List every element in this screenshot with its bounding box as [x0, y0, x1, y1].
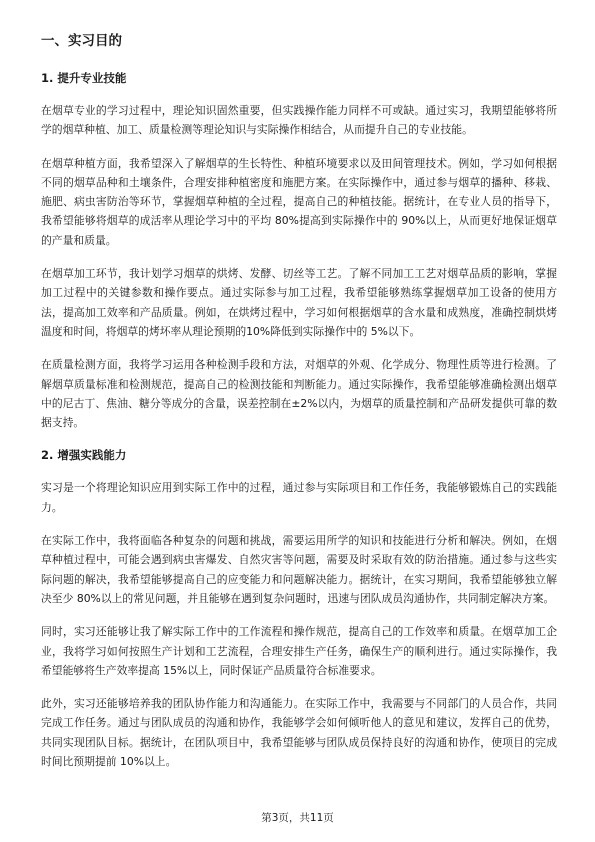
document-content — [41, 31, 557, 785]
paragraph: 在烟草专业的学习过程中，理论知识固然重要，但实践操作能力同样不可或缺。通过实习，我期望能够将所学的烟草种植、加工、质量检测等理论知识与实际操作相结合，从而提升自己的专业技能。 — [41, 104, 557, 137]
paragraph: 在烟草种植方面，我希望深入了解烟草的生长特性、种植环境要求以及田间管理技术。例如，学习如何根据不同的烟草品种和土壤条件，合理安排种植密度和施肥方案。在实际操作中，通过参与烟草的播种、移栽、施肥、病虫害防治等环节，掌握烟草种植的全过程，提高自己的种植技能。据统计，在专业人员的指导下，我希望能够将烟草的成活率从理论学习中的平均 80%提高到实际操作中的 90%以上，从而更好地保证烟草的产量和质量。 — [41, 156, 557, 247]
paragraph: 实习是一个将理论知识应用到实际工作中的过程，通过参与实际项目和工作任务，我能够锻炼自己的实践能力。 — [41, 481, 557, 514]
paragraph: 在实际工作中，我将面临各种复杂的问题和挑战，需要运用所学的知识和技能进行分析和解决。例如，在烟草种植过程中，可能会遇到病虫害爆发、自然灾害等问题，需要及时采取有效的防治措施。通过参与这些实际问题的解决，我希望能够提高自己的应变能力和问题解决能力。据统计，在实习期间，我希望能够独立解决至少 80%以上的常见问题，并且能够在遇到复杂问题时，迅速与团队成员沟通协作，共同制定解决方案。 — [41, 534, 557, 605]
section-title: 一、实习目的 — [41, 33, 122, 49]
paragraph: 同时，实习还能够让我了解实际工作中的工作流程和操作规范，提高自己的工作效率和质量。在烟草加工企业，我将学习如何按照生产计划和工艺流程，合理安排生产任务，确保生产的顺利进行。通过实际操作，我希望能够将生产效率提高 15%以上，同时保证产品质量符合标准要求。 — [41, 625, 557, 677]
page-number-footer: 第3页，共11页 — [261, 812, 334, 824]
paragraph: 此外，实习还能够培养我的团队协作能力和沟通能力。在实际工作中，我需要与不同部门的人员合作，共同完成工作任务。通过与团队成员的沟通和协作，我能够学会如何倾听他人的意见和建议，发挥自己的优势，共同实现团队目标。据统计，在团队项目中，我希望能够与团队成员保持良好的沟通和协作，使项目的完成时间比预期提前 10%以上。 — [41, 697, 557, 769]
subsection-2 — [41, 446, 557, 771]
subsection-heading-2: 2. 增强实践能力 — [41, 448, 127, 463]
paragraph: 在烟草加工环节，我计划学习烟草的烘烤、发酵、切丝等工艺。了解不同加工工艺对烟草品质的影响，掌握加工过程中的关键参数和操作要点。通过实际参与加工过程，我希望能够熟练掌握烟草加工设备的使用方法，提高加工效率和产品质量。例如，在烘烤过程中，学习如何根据烟草的含水量和成熟度，准确控制烘烤温度和时间，将烟草的烤坏率从理论预期的10%降低到实际操作中的 5%以下。 — [41, 267, 557, 338]
paragraph: 在质量检测方面，我将学习运用各种检测手段和方法，对烟草的外观、化学成分、物理性质等进行检测。了解烟草质量标准和检测规范，提高自己的检测技能和判断能力。通过实际操作，我希望能够准确检测出烟草中的尼古丁、焦油、糖分等成分的含量，误差控制在±2%以内，为烟草的质量控制和产品研发提供可靠的数据支持。 — [41, 358, 557, 430]
subsection-heading-1: 1. 提升专业技能 — [41, 71, 127, 85]
